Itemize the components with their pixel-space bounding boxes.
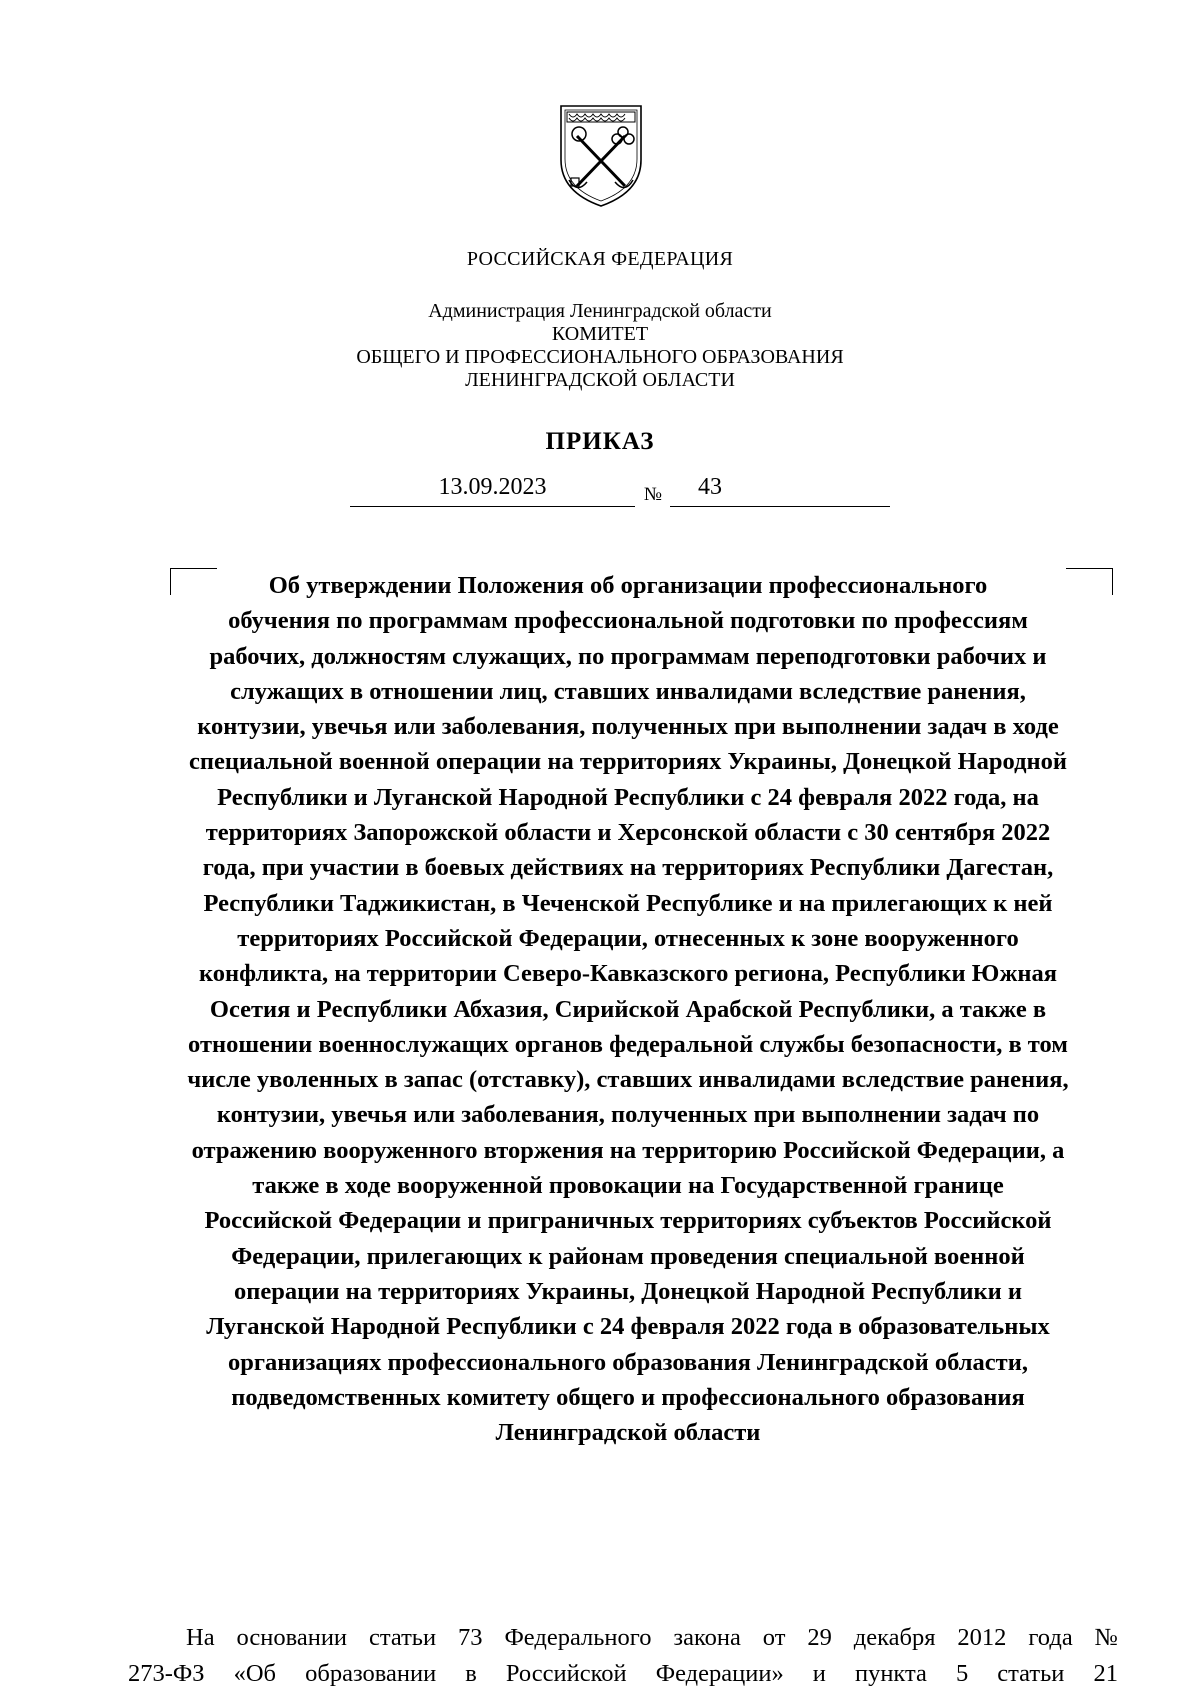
subject-line: отражению вооруженного вторжения на территорию Российской Федерации, а	[191, 1136, 1065, 1164]
number-sign: №	[643, 484, 663, 505]
subject-line: Об утверждении Положения об организации профессионального	[268, 572, 988, 599]
committee-line: ЛЕНИНГРАДСКОЙ ОБЛАСТИ	[465, 369, 735, 391]
subject-line: подведомственных комитету общего и профессионального образования	[231, 1383, 1025, 1411]
order-date-number	[350, 470, 890, 510]
subject-line: служащих в отношении лиц, ставших инвалидами вследствие ранения,	[230, 677, 1026, 705]
subject-line: Федерации, прилегающих к районам проведения специальной военной	[231, 1242, 1025, 1270]
subject-line: территориях Запорожской области и Херсонской области с 30 сентября 2022	[205, 819, 1051, 847]
preamble-line: На основании статьи 73 Федерального закона от 29 декабря 2012 года №	[186, 1624, 1118, 1651]
subject-line: отношении военнослужащих органов федеральной службы безопасности, в том	[188, 1030, 1068, 1058]
subject-line: года, при участии в боевых действиях на территориях Республики Дагестан,	[202, 854, 1054, 882]
subject-line: конфликта, на территории Северо-Кавказского региона, Республики Южная	[198, 960, 1058, 988]
subject-line: рабочих, должностям служащих, по программам переподготовки рабочих и	[209, 642, 1047, 670]
subject-line: Республики Таджикистан, в Чеченской Республике и на прилегающих к ней	[203, 889, 1053, 917]
order-date: 13.09.2023	[438, 474, 547, 500]
subject-line: операции на территориях Украины, Донецкой Народной Республики и	[234, 1277, 1022, 1305]
subject-line: также в ходе вооруженной провокации на Государственной границе	[252, 1172, 1004, 1200]
document-type-title: ПРИКАЗ	[545, 428, 655, 455]
committee-line: ОБЩЕГО И ПРОФЕССИОНАЛЬНОГО ОБРАЗОВАНИЯ	[356, 346, 844, 368]
subject-line: специальной военной операции на территориях Украины, Донецкой Народной	[189, 748, 1067, 776]
preamble-line: 273-ФЗ «Об образовании в Российской Федерации» и пункта 5 статьи 21	[128, 1660, 1118, 1687]
order-preamble	[128, 1620, 1118, 1692]
subject-line: обучения по программам профессиональной подготовки по профессиям	[228, 607, 1028, 635]
subject-line: территориях Российской Федерации, отнесенных к зоне вооруженного	[237, 924, 1019, 952]
coat-of-arms-icon	[555, 98, 647, 208]
order-subject	[128, 568, 1128, 1450]
subject-line: Луганской Народной Республики с 24 февраля 2022 года в образовательных	[206, 1313, 1050, 1341]
order-number: 43	[698, 474, 722, 500]
subject-line: организациях профессионального образования Ленинградской области,	[228, 1348, 1028, 1376]
number-underline	[670, 506, 890, 507]
administration-name: Администрация Ленинградской области	[428, 300, 772, 322]
date-underline	[350, 506, 635, 507]
subject-line: Ленинградской области	[495, 1419, 761, 1447]
issuer-block	[0, 300, 1200, 392]
subject-line: Республики и Луганской Народной Республики с 24 февраля 2022 года, на	[217, 783, 1039, 811]
subject-line: контузии, увечья или заболевания, полученных при выполнении задач по	[216, 1101, 1040, 1129]
subject-line: числе уволенных в запас (отставку), ставших инвалидами вследствие ранения,	[187, 1066, 1069, 1094]
country-name: РОССИЙСКАЯ ФЕДЕРАЦИЯ	[466, 248, 734, 270]
subject-line: Российской Федерации и приграничных территориях субъектов Российской	[204, 1207, 1052, 1235]
committee-line: КОМИТЕТ	[551, 323, 649, 345]
subject-line: контузии, увечья или заболевания, полученных при выполнении задач в ходе	[197, 713, 1059, 741]
subject-line: Осетия и Республики Абхазия, Сирийской Арабской Республики, а также в	[209, 995, 1047, 1023]
